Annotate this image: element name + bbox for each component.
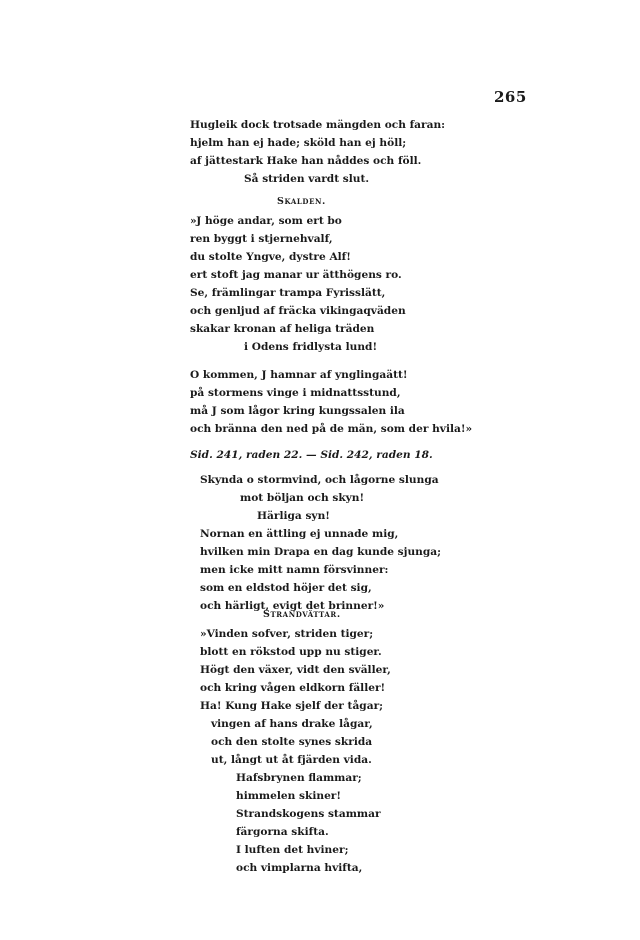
page-number: 265 [494, 88, 527, 106]
verse-line: Strandskogens stammar [236, 808, 381, 820]
verse-line: i Odens fridlysta lund! [244, 341, 378, 353]
verse-line: skakar kronan af heliga träden [190, 323, 375, 335]
verse-line: blott en rökstod upp nu stiger. [200, 646, 382, 658]
verse-line: ut, långt ut åt fjärden vida. [211, 754, 372, 766]
verse-line: ert stoft jag manar ur ätthögens ro. [190, 269, 402, 281]
verse-line: I luften det hviner; [236, 844, 349, 856]
verse-line: ren byggt i stjernehvalf, [190, 233, 333, 245]
verse-line: och genljud af fräcka vikingaqväden [190, 305, 406, 317]
verse-line: af jättestark Hake han nåddes och föll. [190, 155, 422, 167]
verse-line: Se, främlingar trampa Fyrisslätt, [190, 287, 386, 299]
verse-line: Nornan en ättling ej unnade mig, [200, 528, 399, 540]
verse-line: du stolte Yngve, dystre Alf! [190, 251, 351, 263]
verse-line: Högt den växer, vidt den sväller, [200, 664, 391, 676]
verse-line: som en eldstod höjer det sig, [200, 582, 372, 594]
verse-line: må J som lågor kring kungssalen ila [190, 405, 405, 417]
verse-line: färgorna skifta. [236, 826, 329, 838]
verse-line: Hugleik dock trotsade mängden och faran: [190, 119, 446, 131]
verse-line: Skynda o stormvind, och lågorne slunga [200, 474, 439, 486]
verse-line: »J höge andar, som ert bo [190, 215, 342, 227]
verse-line: himmelen skiner! [236, 790, 342, 802]
verse-line: och den stolte synes skrida [211, 736, 373, 748]
verse-line: O kommen, J hamnar af ynglingaätt! [190, 369, 408, 381]
verse-line: och bränna den ned på de män, som der hvila!» [190, 423, 473, 435]
verse-line: mot böljan och skyn! [240, 492, 365, 504]
verse-line: »Vinden sofver, striden tiger; [200, 628, 374, 640]
verse-line: och kring vågen eldkorn fäller! [200, 682, 386, 694]
verse-line: hvilken min Drapa en dag kunde sjunga; [200, 546, 442, 558]
section-heading: Skalden. [277, 196, 326, 207]
verse-line: hjelm han ej hade; sköld han ej höll; [190, 137, 407, 149]
verse-line: och vimplarna hvifta, [236, 862, 363, 874]
verse-line: och härligt, evigt det brinner!» [200, 600, 385, 612]
section-heading: Strandvättar. [263, 609, 341, 620]
verse-line: Härliga syn! [257, 510, 330, 522]
verse-line: Så striden vardt slut. [244, 173, 370, 185]
verse-line: på stormens vinge i midnattsstund, [190, 387, 401, 399]
verse-line: Ha! Kung Hake sjelf der tågar; [200, 700, 384, 712]
verse-line: men icke mitt namn försvinner: [200, 564, 389, 576]
verse-line: Hafsbrynen flammar; [236, 772, 362, 784]
verse-line: vingen af hans drake lågar, [211, 718, 373, 730]
page-line-reference: Sid. 241, raden 22. — Sid. 242, raden 18. [190, 449, 433, 461]
